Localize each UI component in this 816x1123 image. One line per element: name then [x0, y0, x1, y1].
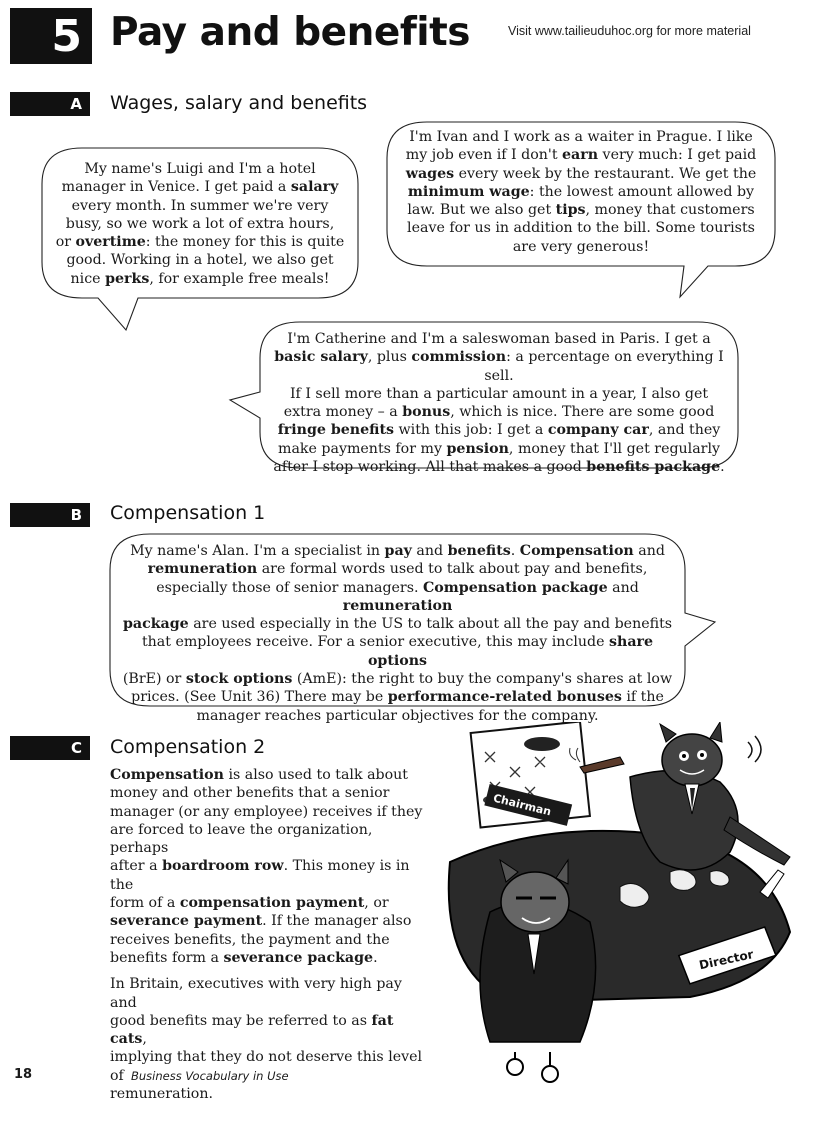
- text-run: (BrE) or: [122, 671, 186, 688]
- text-run: I'm Ivan and I work as a waiter in Prague. I like: [409, 129, 753, 145]
- text-run: , or: [364, 895, 389, 912]
- text-run: , for example free meals!: [149, 270, 330, 287]
- section-c-body: [110, 766, 430, 1111]
- text-run: are very generous!: [512, 238, 650, 255]
- key-term: salary: [290, 179, 339, 196]
- key-term: company car: [547, 422, 649, 439]
- text-run: In Britain, executives with very high pay and: [110, 976, 402, 1011]
- key-term: pension: [446, 440, 509, 457]
- section-a-heading: Wages, salary and benefits: [110, 92, 368, 114]
- key-term: earn: [562, 147, 599, 164]
- catherine-speech-text: [268, 330, 730, 476]
- text-run: : the lowest amount allowed by: [529, 183, 755, 200]
- text-run: leave for us in addition to the bill. Some tourists: [407, 220, 755, 237]
- text-run: I'm Catherine and I'm a saleswoman based in Paris. I get a: [287, 331, 711, 347]
- text-run: after I stop working. All that makes a good: [273, 459, 587, 476]
- text-run: extra money – a: [283, 404, 403, 421]
- key-term: stock options: [185, 671, 293, 688]
- text-run: .: [373, 949, 378, 966]
- text-run: every month. In summer we're very: [71, 197, 329, 214]
- key-term: perks: [105, 270, 150, 287]
- text-run: If I sell more than a particular amount in a year, I also get: [289, 385, 709, 402]
- key-term: performance-related bonuses: [387, 689, 622, 706]
- key-term: tips: [555, 202, 586, 219]
- text-run: form of a: [110, 895, 180, 912]
- text-run: especially those of senior managers.: [156, 579, 424, 596]
- key-term: fringe benefits: [277, 422, 395, 439]
- text-run: and: [411, 543, 448, 559]
- key-term: package: [122, 616, 189, 633]
- key-term: bonus: [402, 404, 451, 421]
- text-run: , plus: [367, 349, 412, 366]
- section-c-heading: Compensation 2: [110, 736, 266, 758]
- section-a-tab: A: [10, 92, 90, 116]
- text-run: .: [510, 543, 520, 559]
- text-run: and: [633, 543, 665, 559]
- key-term: basic salary: [274, 349, 368, 366]
- text-run: ,: [142, 1031, 147, 1048]
- text-run: . If the manager also: [262, 913, 412, 930]
- key-term: severance payment: [110, 913, 263, 930]
- text-run: very much: I get paid: [598, 147, 757, 164]
- key-term: commission: [411, 349, 507, 366]
- key-term: wages: [405, 165, 455, 182]
- section-b-heading: Compensation 1: [110, 502, 266, 524]
- section-c-paragraph-1: [110, 766, 430, 967]
- unit-number-badge: 5: [10, 8, 92, 64]
- text-run: and: [607, 579, 639, 596]
- text-run: implying that they do not deserve this level of: [110, 1049, 423, 1084]
- section-c-tab: C: [10, 736, 90, 760]
- text-run: , money that customers: [585, 202, 755, 219]
- key-term: remuneration: [147, 561, 258, 578]
- text-run: .: [720, 459, 725, 476]
- text-run: or: [55, 234, 76, 251]
- text-run: manager reaches particular objectives for the company.: [196, 707, 599, 724]
- text-run: , and they: [648, 422, 721, 439]
- luigi-speech-text: [52, 160, 348, 288]
- text-run: my job even if I don't: [405, 147, 563, 164]
- fat-cats-illustration: [430, 722, 800, 1087]
- text-run: manager in Venice. I get paid a: [61, 179, 291, 196]
- text-run: : the money for this is quite: [145, 234, 345, 251]
- text-run: after a: [110, 858, 163, 875]
- key-term: Compensation package: [423, 579, 608, 596]
- alan-speech-text: [115, 542, 680, 725]
- ivan-speech-text: [395, 128, 767, 256]
- section-c-paragraph-2: [110, 975, 430, 1103]
- text-run: money and other benefits that a senior: [110, 785, 390, 802]
- text-run: manager (or any employee) receives if they: [110, 803, 423, 820]
- key-term: severance package: [223, 949, 374, 966]
- text-run: : a percentage on everything I sell.: [484, 349, 724, 384]
- text-run: that employees receive. For a senior executive, this may include: [141, 634, 610, 651]
- text-run: are used especially in the US to talk about all the pay and benefits: [188, 616, 673, 633]
- key-term: boardroom row: [162, 858, 284, 875]
- text-run: good. Working in a hotel, we also get: [66, 252, 334, 269]
- chairman-sign-label: Chairman: [491, 791, 553, 819]
- key-term: Compensation: [519, 543, 634, 559]
- text-run: receives benefits, the payment and the: [110, 931, 390, 948]
- key-term: remuneration: [342, 597, 453, 614]
- unit-title: Pay and benefits: [110, 10, 471, 55]
- book-title: Business Vocabulary in Use: [131, 1069, 289, 1083]
- key-term: pay: [384, 543, 412, 559]
- text-run: every week by the restaurant. We get the: [454, 165, 757, 182]
- text-run: good benefits may be referred to as: [110, 1012, 372, 1029]
- key-term: minimum wage: [407, 183, 530, 200]
- text-run: nice: [70, 270, 106, 287]
- key-term: share options: [367, 634, 654, 669]
- key-term: compensation payment: [179, 895, 365, 912]
- text-run: My name's Luigi and I'm a hotel: [84, 161, 316, 177]
- text-run: (AmE): the right to buy the company's shares at low: [292, 671, 673, 688]
- key-term: overtime: [75, 234, 146, 251]
- text-run: is also used to talk about: [223, 767, 408, 783]
- text-run: if the: [621, 689, 664, 706]
- text-run: prices. (See Unit 36) There may be: [131, 689, 388, 706]
- text-run: remuneration.: [110, 1086, 213, 1103]
- text-run: . This money is in the: [110, 858, 410, 893]
- text-run: My name's Alan. I'm a specialist in: [130, 543, 385, 559]
- text-run: , money that I'll get regularly: [508, 440, 721, 457]
- watermark-text: Visit www.tailieuduhoc.org for more material: [508, 24, 751, 38]
- text-run: law. But we also get: [407, 202, 556, 219]
- section-b-tab: B: [10, 503, 90, 527]
- text-run: are formal words used to talk about pay and benefits,: [257, 561, 648, 578]
- key-term: benefits package: [586, 459, 721, 476]
- key-term: fat cats: [110, 1012, 394, 1048]
- key-term: benefits: [447, 543, 511, 559]
- key-term: Compensation: [110, 767, 224, 783]
- text-run: are forced to leave the organization, perhaps: [110, 821, 373, 857]
- text-run: busy, so we work a lot of extra hours,: [65, 215, 335, 232]
- text-run: , which is nice. There are some good: [450, 404, 715, 421]
- page-number: 18: [14, 1067, 33, 1082]
- text-run: with this job: I get a: [394, 422, 548, 439]
- director-sign-label: Director: [697, 947, 755, 973]
- text-run: benefits form a: [110, 949, 224, 966]
- text-run: make payments for my: [277, 440, 447, 457]
